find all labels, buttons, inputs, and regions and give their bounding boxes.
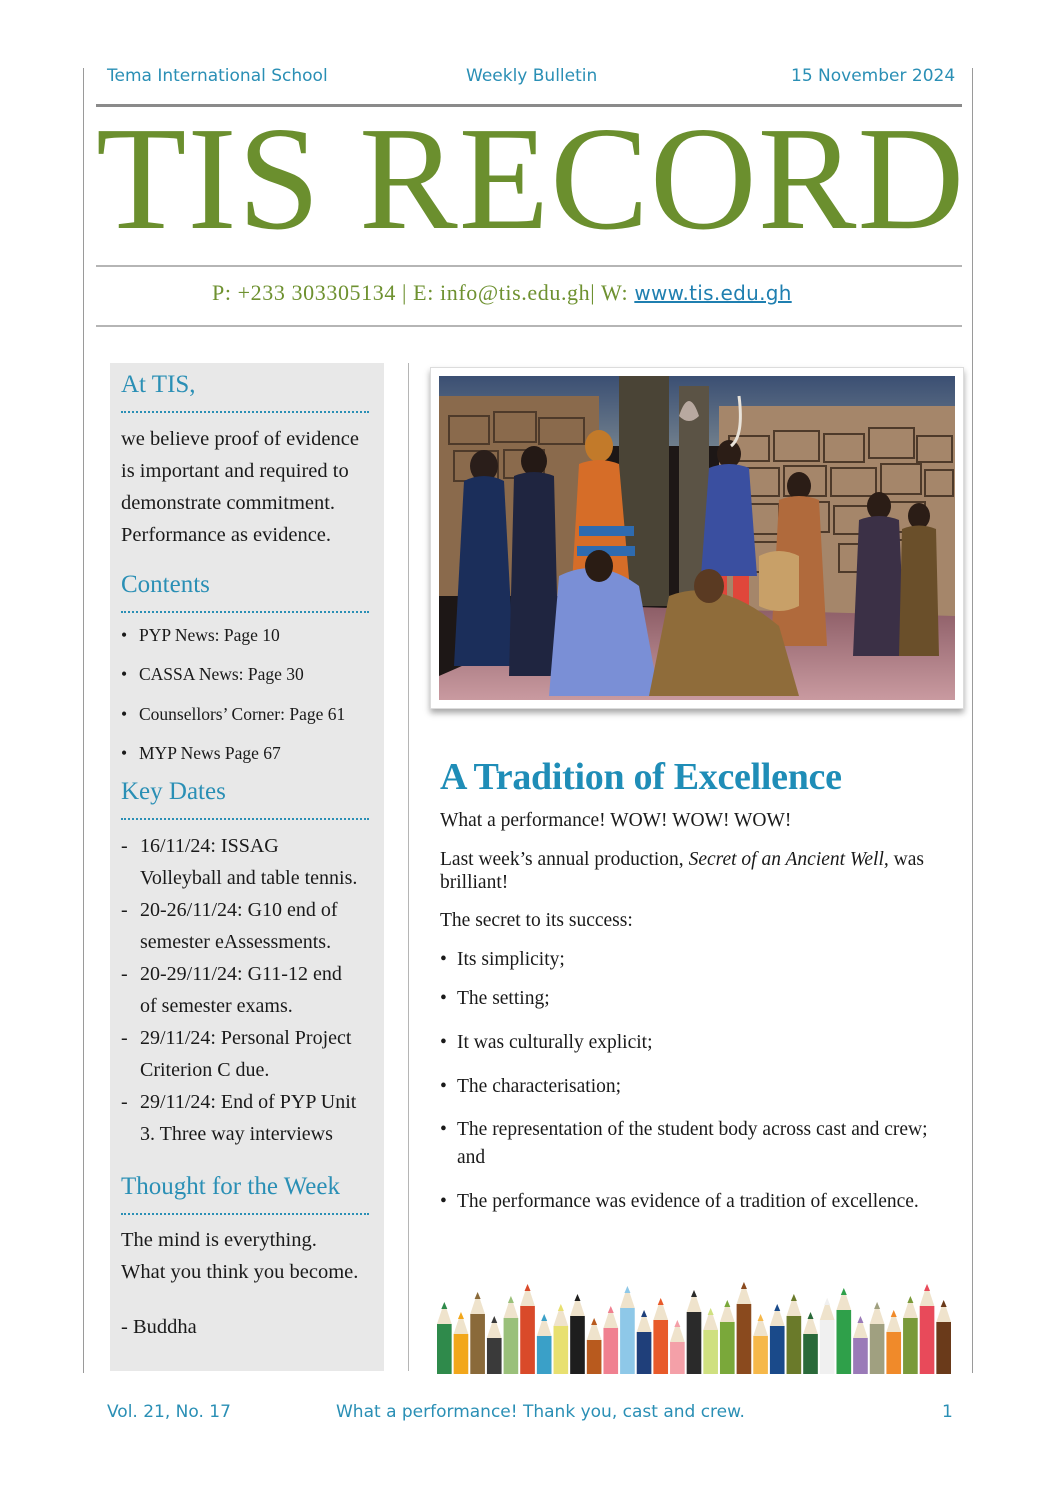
key-date-line: Volleyball and table tennis. [140,867,358,889]
pencil-body [570,1316,585,1374]
column-divider [408,363,409,1371]
pencil-body [737,1304,752,1374]
pencil-lead [475,1292,481,1299]
contents-item[interactable]: • Counsellors’ Corner: Page 61 [121,703,379,742]
sidebar [110,363,384,1371]
pencil-body [554,1326,569,1374]
pencil-body [770,1326,785,1374]
key-date-item [121,894,383,958]
intro-divider [121,411,369,413]
pencil-body [687,1312,702,1374]
contents-item[interactable]: • PYP News: Page 10 [121,624,379,663]
pencil-lead [641,1310,647,1317]
pencil-body [454,1334,469,1374]
pencil-body [787,1316,802,1374]
publication-name: Weekly Bulletin [466,66,598,86]
success-item: • Its simplicity; [440,946,950,974]
pencil-lead [525,1284,531,1291]
pencil-body [820,1320,835,1374]
header-rule-bottom [96,325,962,327]
intro-text [121,423,379,551]
key-date-line: - 29/11/24: Personal Project [140,1027,352,1049]
pencil-lead [441,1302,447,1309]
key-date-item [121,1086,383,1150]
pencil-body [520,1306,535,1374]
success-item: • The performance was evidence of a tradition of excellence. [440,1188,950,1216]
pencil-body [620,1308,635,1374]
success-item: • The setting; [440,985,950,1013]
contents-heading: Contents [121,571,210,598]
pencil-body [537,1336,552,1374]
intro-line: demonstrate commitment. [121,492,336,514]
pencil-lead [824,1298,830,1305]
key-date-line: semester eAssessments. [140,931,332,953]
pencil-body [903,1318,918,1374]
pencil-lead [541,1314,547,1321]
thought-text [121,1224,379,1288]
pencil-lead [724,1300,730,1307]
masthead-title: TIS RECORD [96,97,966,261]
colored-pencils-illustration [436,1244,952,1374]
article-p1-text: Last week’s annual production, [440,849,689,870]
pencil-body [603,1328,618,1374]
header-rule-middle [96,265,962,267]
pencil-lead [791,1294,797,1301]
intro-line: is important and required to [121,460,349,482]
pencil-body [470,1314,485,1374]
thought-author: - Buddha [121,1316,197,1338]
issue-date: 15 November 2024 [791,66,956,86]
article-exclaim: What a performance! WOW! WOW! WOW! [440,810,792,831]
website-link[interactable]: www.tis.edu.gh [634,281,792,305]
pencil-lead [574,1294,580,1301]
intro-line: Performance as evidence. [121,524,332,546]
pencil-lead [608,1306,614,1313]
stage-performance-photo [430,367,964,709]
pencil-lead [658,1298,664,1305]
thought-divider [121,1213,369,1215]
contact-line [212,280,792,306]
pencil-lead [741,1282,747,1289]
pencil-lead [674,1320,680,1327]
pencil-body [437,1324,452,1374]
contents-divider [121,611,369,613]
left-border-line [83,68,84,1373]
pencil-lead [841,1288,847,1295]
success-item: • The representation of the student body across cast and crew; and [440,1116,950,1172]
pencil-body [936,1322,951,1374]
school-name: Tema International School [107,66,328,86]
key-date-line: Criterion C due. [140,1059,270,1081]
pencil-lead [491,1316,497,1323]
pencil-lead [857,1316,863,1323]
pencil-lead [891,1310,897,1317]
key-date-item [121,830,383,894]
pencil-lead [691,1290,697,1297]
pencil-lead [907,1296,913,1303]
key-date-item [121,958,383,1022]
pencil-body [487,1338,502,1374]
pencil-lead [624,1286,630,1293]
pencil-body [753,1336,768,1374]
pencil-lead [941,1300,947,1307]
thought-line: What you think you become. [121,1261,359,1283]
pencil-lead [758,1314,764,1321]
article-title: A Tradition of Excellence [440,756,842,798]
contents-list [121,624,379,781]
pencil-body [886,1332,901,1374]
right-border-line [972,68,973,1373]
production-title: Secret of an Ancient Well, [688,849,889,870]
pencil-body [853,1338,868,1374]
pencil-body [703,1330,718,1374]
footer-volume: Vol. 21, No. 17 [107,1402,231,1422]
article-p1-end: was brilliant! [440,849,924,893]
key-date-line: - 20-26/11/24: G10 end of [140,899,338,921]
key-date-item [121,1022,383,1086]
pencil-body [637,1332,652,1374]
key-date-line: of semester exams. [140,995,293,1017]
intro-heading: At TIS, [121,371,196,398]
pencil-body [504,1318,519,1374]
pencil-lead [708,1308,714,1315]
pencil-lead [774,1304,780,1311]
pencil-lead [558,1304,564,1311]
intro-line: we believe proof of evidence [121,428,359,450]
pencil-body [720,1322,735,1374]
pencil-lead [924,1284,930,1291]
pencil-lead [458,1312,464,1319]
key-dates-divider [121,818,369,820]
pencil-body [670,1342,685,1374]
pencil-lead [808,1312,814,1319]
pencil-body [803,1334,818,1374]
success-item: • It was culturally explicit; [440,1029,950,1057]
pencil-body [920,1306,935,1374]
contents-item[interactable]: • CASSA News: Page 30 [121,663,379,702]
key-dates-list [121,830,383,1150]
thought-line: The mind is everything. [121,1229,317,1251]
footer-page-number: 1 [942,1402,953,1422]
pencil-lead [508,1296,514,1303]
contents-item[interactable]: • MYP News Page 67 [121,742,379,781]
key-date-line: - 20-29/11/24: G11-12 end [140,963,342,985]
pencil-lead [591,1318,597,1325]
pencil-body [870,1324,885,1374]
contact-details: P: +233 303305134 | E: info@tis.edu.gh| W: [212,280,635,305]
pencil-lead [874,1302,880,1309]
key-date-line: - 16/11/24: ISSAG [140,835,279,857]
key-date-line: - 29/11/24: End of PYP Unit [140,1091,357,1113]
key-date-line: 3. Three way interviews [140,1123,333,1145]
pencil-body [836,1310,851,1374]
footer-caption: What a performance! Thank you, cast and crew. [336,1402,745,1422]
thought-heading: Thought for the Week [121,1173,340,1200]
article-paragraph-1 [440,848,950,894]
key-dates-heading: Key Dates [121,778,226,805]
article-paragraph-2: The secret to its success: [440,910,633,931]
pencil-body [653,1320,668,1374]
success-item: • The characterisation; [440,1073,950,1101]
stage-performance-image [439,376,955,700]
pencil-body [587,1340,602,1374]
